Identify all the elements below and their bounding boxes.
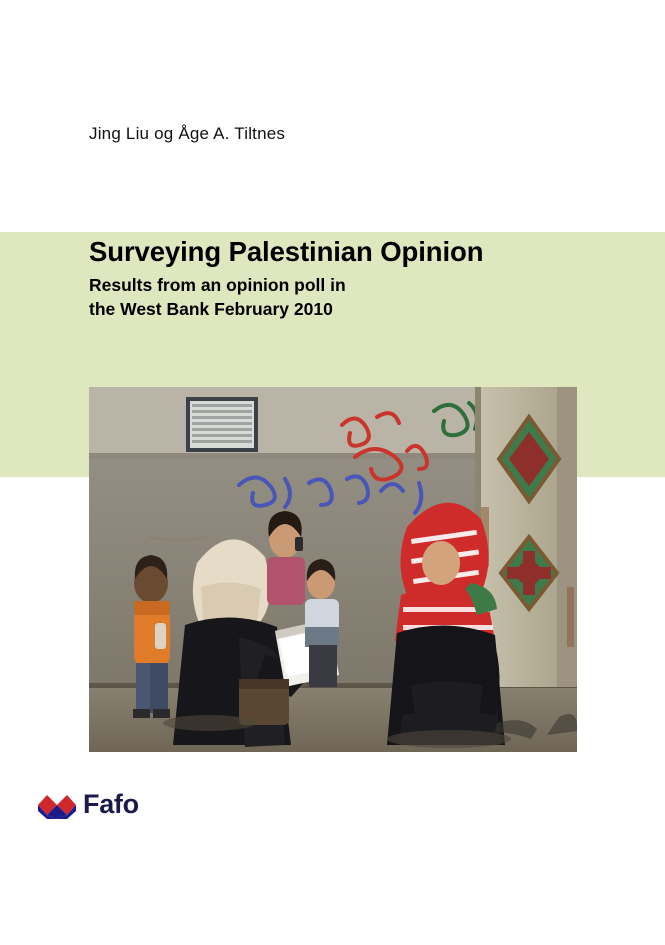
page-title: Surveying Palestinian Opinion <box>89 236 484 267</box>
publisher-logo <box>38 789 139 819</box>
publisher-name: Fafo <box>83 788 139 819</box>
fafo-logo-icon <box>38 789 76 819</box>
cover-photo <box>89 387 577 752</box>
subtitle-line-1: Results from an opinion poll in <box>89 275 346 296</box>
title-block <box>89 236 609 321</box>
authors-line: Jing Liu og Åge A. Tiltnes <box>89 124 286 143</box>
subtitle-line-2: the West Bank February 2010 <box>89 298 333 319</box>
